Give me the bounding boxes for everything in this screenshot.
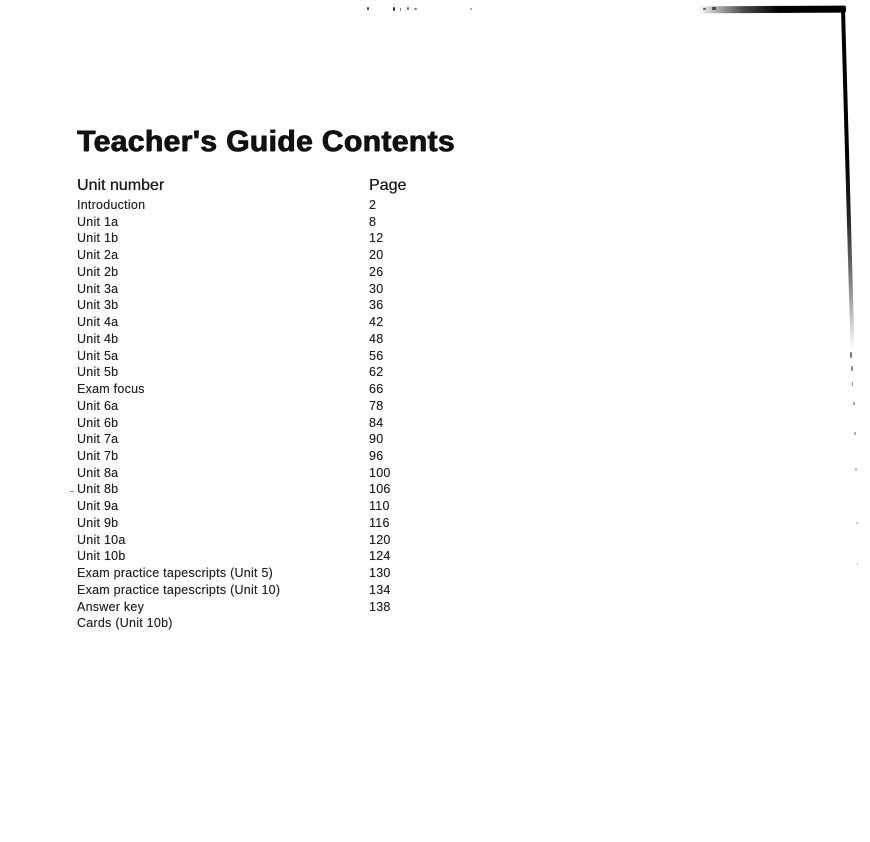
toc-entry-label: Unit 10b (77, 549, 126, 564)
toc-entry-page: 84 (369, 415, 384, 430)
toc-entry-page: 56 (369, 348, 384, 363)
scan-speck (712, 7, 716, 10)
scan-artifact-top-bar (698, 6, 846, 14)
toc-entry-page: 66 (369, 382, 384, 397)
toc-entry-page: 110 (369, 499, 390, 514)
toc-row (77, 197, 507, 214)
toc-entry-page: 8 (369, 214, 377, 229)
toc-entry-page: 134 (369, 582, 391, 597)
toc-entry-page: 124 (369, 549, 391, 564)
toc-row (77, 465, 507, 482)
toc-row (77, 548, 507, 565)
scan-speck (470, 8, 472, 10)
toc-row (77, 297, 507, 314)
scan-speck (407, 7, 409, 10)
toc-row (77, 481, 507, 498)
toc-entry-page: 2 (369, 198, 377, 212)
scan-speck (414, 8, 417, 10)
toc-row (77, 582, 507, 599)
toc-entry-page: 30 (369, 281, 384, 296)
toc-row (77, 214, 507, 231)
toc-entry-label: Unit 3a (77, 281, 119, 296)
toc-entry-label: Unit 4b (77, 331, 119, 346)
toc-entry-label: Cards (Unit 10b) (77, 616, 173, 631)
toc-entry-page: 130 (369, 566, 391, 581)
scan-speck (852, 382, 853, 386)
toc-entry-label: Unit 7a (77, 432, 119, 447)
scan-speck (70, 491, 74, 492)
toc-entry-page: 106 (369, 482, 391, 497)
toc-entry-label: Unit 2a (77, 248, 119, 263)
scan-artifact-right-corner-line (841, 9, 854, 349)
toc-row (77, 398, 507, 415)
toc-entry-page: 78 (369, 398, 384, 413)
toc-column-headers (77, 177, 497, 195)
scan-speck (853, 402, 855, 405)
toc-entry-page: 48 (369, 331, 384, 346)
scan-speck (857, 563, 858, 565)
toc-entry-page: 120 (369, 532, 391, 547)
toc-row (77, 448, 507, 465)
toc-row (77, 381, 507, 398)
scan-speck (851, 366, 853, 371)
toc-entry-label: Unit 8b (77, 482, 119, 497)
toc-entry-page: 12 (369, 231, 384, 246)
toc-row (77, 515, 507, 532)
toc-entry-label: Unit 7b (77, 449, 119, 464)
toc-entry-label: Unit 10a (77, 532, 126, 547)
toc-entry-page: 138 (369, 599, 391, 614)
toc-row (77, 498, 507, 515)
scan-speck (854, 432, 856, 435)
scan-speck (367, 7, 369, 10)
toc-entry-page: 26 (369, 264, 384, 279)
toc-entry-page: 20 (369, 248, 384, 263)
toc-row (77, 264, 507, 281)
column-header-page: Page (369, 177, 407, 194)
toc-row (77, 599, 507, 616)
scan-speck (400, 8, 401, 11)
toc-entry-page: 100 (369, 465, 391, 480)
toc-row (77, 230, 507, 247)
page-title: Teacher's Guide Contents (77, 125, 455, 158)
toc-entry-label: Unit 2b (77, 264, 119, 279)
toc-entry-label: Unit 5a (77, 348, 119, 363)
toc-entry-page: 62 (369, 365, 384, 380)
column-header-unit-number: Unit number (77, 177, 165, 194)
toc-entry-label: Unit 1b (77, 231, 119, 246)
toc-entry-label: Exam practice tapescripts (Unit 10) (77, 582, 281, 597)
toc-entry-page: 42 (369, 315, 384, 330)
toc-entry-label: Unit 9a (77, 499, 119, 514)
toc-entry-label: Unit 4a (77, 315, 119, 330)
toc-entry-page: 116 (369, 515, 390, 530)
toc-row (77, 565, 507, 582)
toc-entry-page: 36 (369, 298, 384, 313)
toc-entry-label: Exam practice tapescripts (Unit 5) (77, 566, 274, 581)
scan-speck (855, 468, 857, 471)
toc-entry-label: Unit 3b (77, 298, 119, 313)
toc-entry-label: Introduction (77, 198, 146, 212)
scan-speck (856, 522, 858, 524)
scan-speck (393, 7, 395, 11)
toc-entry-label: Unit 9b (77, 515, 119, 530)
toc-entry-page: 90 (369, 432, 384, 447)
toc-entry-label: Unit 6a (77, 398, 119, 413)
toc-row (77, 247, 507, 264)
toc-entry-label: Unit 6b (77, 415, 119, 430)
toc-row (77, 348, 507, 365)
toc-row (77, 331, 507, 348)
toc-row (77, 364, 507, 381)
toc-entry-label: Exam focus (77, 382, 145, 397)
toc-row (77, 532, 507, 549)
toc-entry-label: Answer key (77, 599, 145, 614)
toc-entry-label: Unit 1a (77, 214, 119, 229)
toc-entry-label: Unit 8a (77, 465, 119, 480)
toc-row (77, 281, 507, 298)
scan-speck (850, 352, 852, 358)
scan-speck (703, 8, 706, 10)
toc-row (77, 615, 507, 632)
toc-entry-label: Unit 5b (77, 365, 119, 380)
toc-entry-page: 96 (369, 449, 384, 464)
toc-row (77, 415, 507, 432)
toc-row (77, 431, 507, 448)
toc-row (77, 314, 507, 331)
toc-list (77, 197, 507, 632)
